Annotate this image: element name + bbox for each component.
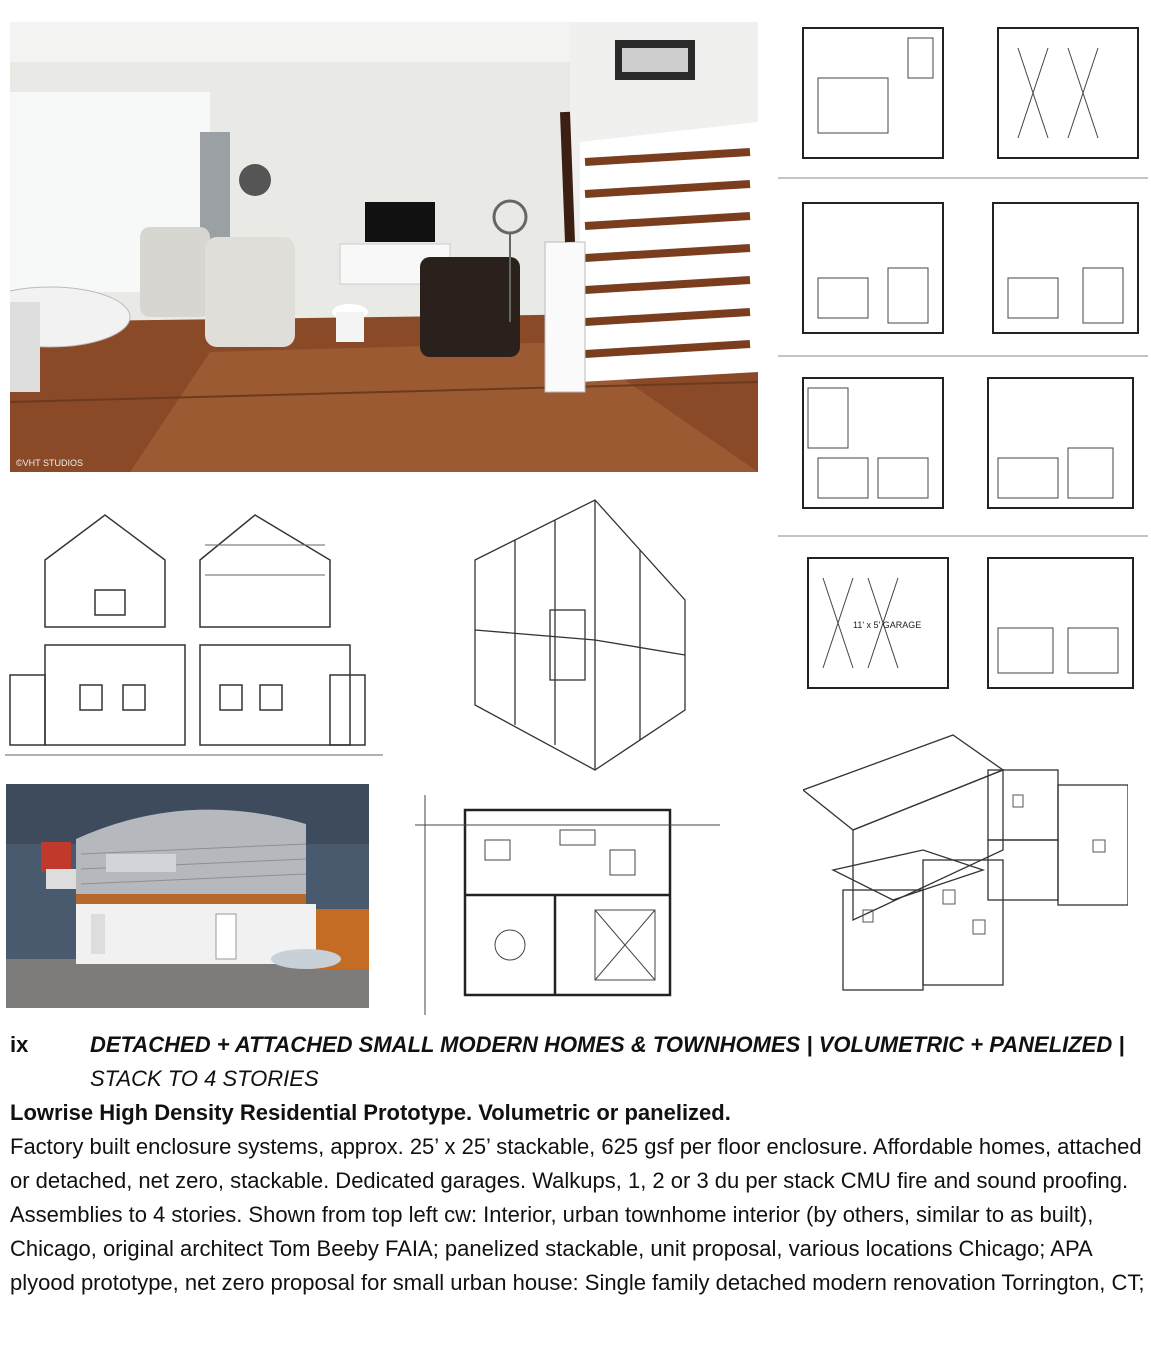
townhome-aerial-sketch [803,730,1128,1000]
caption-heading-row [10,1028,1145,1096]
caption-heading [90,1028,1145,1096]
interior-photo [10,22,758,472]
house-floor-plan [415,795,720,1015]
caption-block [10,1028,1145,1300]
caption-number: ix [10,1032,29,1057]
caption-title: Lowrise High Density Residential Prototype. Volumetric or panelized. [10,1100,731,1125]
caption-heading-sub: STACK TO 4 STORIES [90,1066,319,1091]
house-render [6,784,369,1008]
photo-watermark: ©VHT STUDIOS [16,458,83,468]
elevation-drawings [5,505,383,763]
axonometric-sketch [455,490,690,775]
caption-body: Factory built enclosure systems, approx. 25’ x 25’ stackable, 625 gsf per floor enclosure. Affordable homes, attached or detached, net zero, stackable. Dedicated garages. Walkups, 1, 2 or 3 du per stack CMU fire and sound proofing. Assemblies to 4 stories. Shown from top left cw: Interior, urban townhome interior (by others, similar to as built), Chicago, original architect Tom Beeby FAIA; panelized stackable, unit proposal, various locations Chicago; APA plyood prototype, net zero proposal for small urban house: Single family detached modern renovation Torrington, CT; [10,1134,1145,1295]
floor-plans-grid [778,18,1148,713]
garage-plan-label: 11' x 5' GARAGE [853,620,922,630]
caption-heading-bold: DETACHED + ATTACHED SMALL MODERN HOMES & TOWNHOMES | VOLUMETRIC + PANELIZED | [90,1032,1125,1057]
